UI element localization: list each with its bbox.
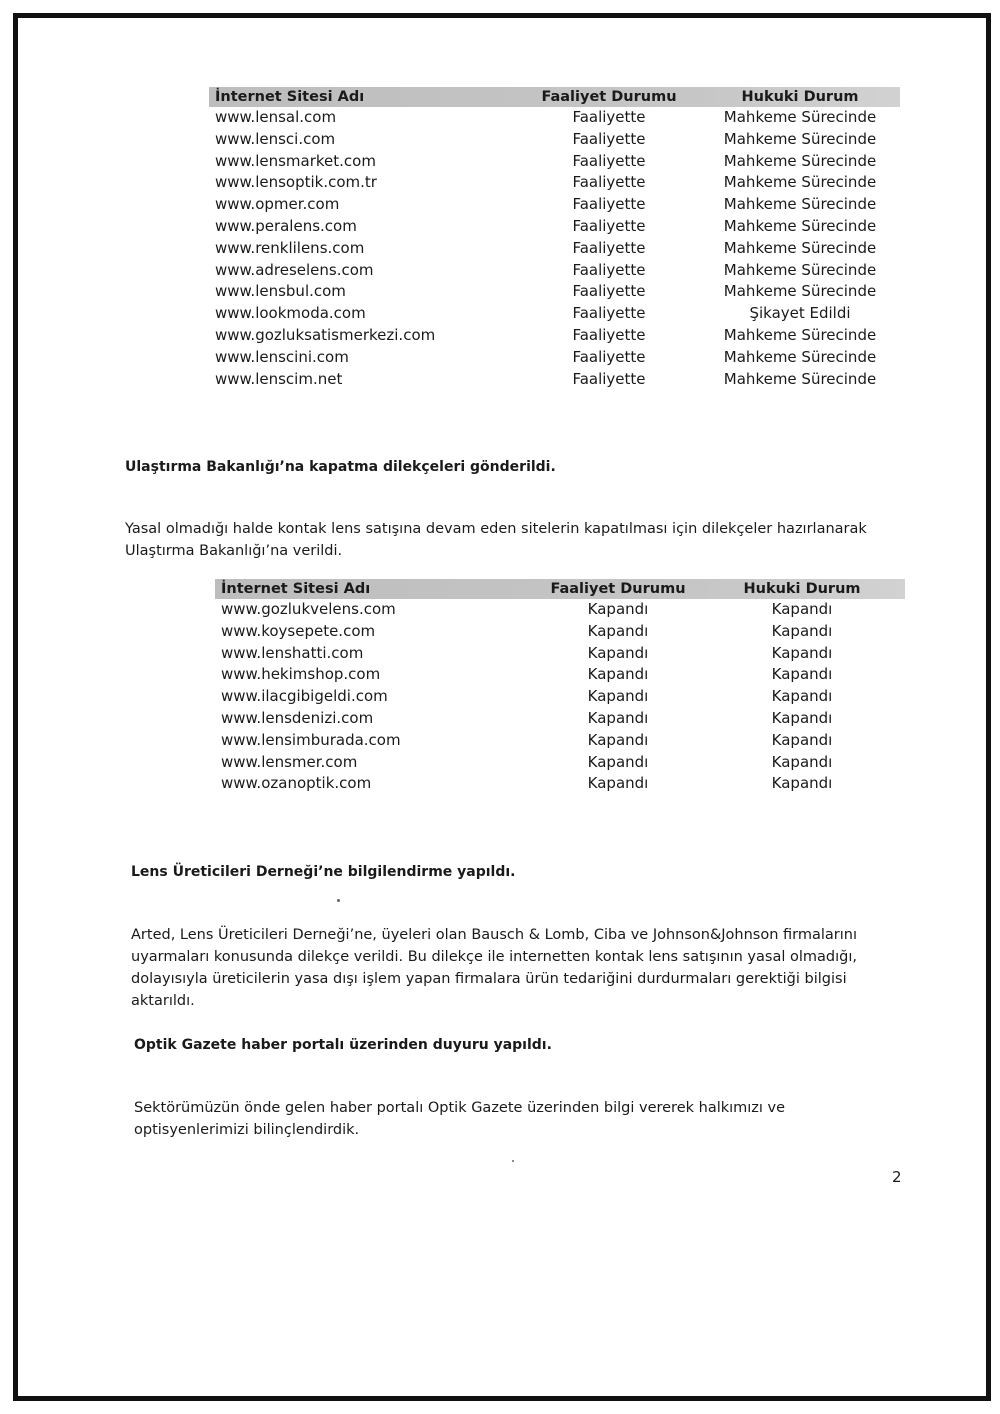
table-row xyxy=(215,686,905,708)
cell-legal-status: Kapandı xyxy=(771,600,833,618)
table-row xyxy=(209,194,900,216)
table-row xyxy=(209,325,900,347)
header-activity-status: Faaliyet Durumu xyxy=(541,89,677,105)
cell-activity-status: Faaliyette xyxy=(572,325,646,344)
cell-activity-status: Kapandı xyxy=(587,730,649,749)
cell-site-name[interactable]: www.gozluksatismerkezi.com xyxy=(215,325,436,344)
cell-legal-status: Mahkeme Sürecinde xyxy=(723,195,877,214)
cell-site-name[interactable]: www.lensoptik.com.tr xyxy=(215,173,377,192)
table-header xyxy=(209,87,900,107)
table-row xyxy=(209,347,900,369)
table-row xyxy=(209,107,900,129)
website-table-lawsuits xyxy=(209,87,900,390)
header-site-name: İnternet Sitesi Adı xyxy=(221,581,371,597)
cell-activity-status: Kapandı xyxy=(587,643,649,662)
cell-activity-status: Faaliyette xyxy=(572,216,646,235)
cell-legal-status: Mahkeme Sürecinde xyxy=(723,238,877,257)
cell-legal-status: Mahkeme Sürecinde xyxy=(723,325,877,344)
cell-site-name[interactable]: www.lenscini.com xyxy=(215,347,349,366)
cell-legal-status: Mahkeme Sürecinde xyxy=(723,108,877,126)
cell-legal-status: Kapandı xyxy=(771,708,833,727)
table-row xyxy=(209,238,900,260)
cell-activity-status: Kapandı xyxy=(587,708,649,727)
cell-activity-status: Faaliyette xyxy=(572,129,646,148)
cell-legal-status: Kapandı xyxy=(771,774,833,793)
cell-activity-status: Kapandı xyxy=(587,600,649,618)
cell-legal-status: Mahkeme Sürecinde xyxy=(723,129,877,148)
scan-speck xyxy=(337,899,340,902)
cell-activity-status: Faaliyette xyxy=(572,347,646,366)
cell-site-name[interactable]: www.lensimburada.com xyxy=(221,730,401,749)
table-row xyxy=(215,752,905,774)
table-row xyxy=(209,216,900,238)
cell-activity-status: Faaliyette xyxy=(572,151,646,170)
table-row xyxy=(209,260,900,282)
cell-legal-status: Mahkeme Sürecinde xyxy=(723,260,877,279)
scan-speck xyxy=(512,1160,514,1162)
cell-activity-status: Kapandı xyxy=(587,687,649,706)
cell-legal-status: Şikayet Edildi xyxy=(749,304,851,323)
table-header xyxy=(215,579,905,599)
cell-site-name[interactable]: www.renklilens.com xyxy=(215,238,365,257)
cell-legal-status: Kapandı xyxy=(771,730,833,749)
cell-site-name[interactable]: www.adreselens.com xyxy=(215,260,374,279)
cell-activity-status: Faaliyette xyxy=(572,282,646,301)
cell-activity-status: Faaliyette xyxy=(572,108,646,126)
cell-activity-status: Kapandı xyxy=(587,774,649,793)
cell-site-name[interactable]: www.ozanoptik.com xyxy=(221,774,372,793)
cell-site-name[interactable]: www.peralens.com xyxy=(215,216,357,235)
cell-site-name[interactable]: www.lensdenizi.com xyxy=(221,708,374,727)
cell-legal-status: Mahkeme Sürecinde xyxy=(723,347,877,366)
table-row xyxy=(215,621,905,643)
cell-site-name[interactable]: www.lenscim.net xyxy=(215,369,343,388)
table-row xyxy=(215,708,905,730)
section-heading-gazete: Optik Gazete haber portalı üzerinden duyuru yapıldı. xyxy=(134,1037,552,1053)
table-row xyxy=(215,643,905,665)
header-activity-status: Faaliyet Durumu xyxy=(550,581,686,597)
cell-legal-status: Kapandı xyxy=(771,643,833,662)
header-site-name: İnternet Sitesi Adı xyxy=(215,89,365,105)
cell-site-name[interactable]: www.lensci.com xyxy=(215,129,336,148)
cell-activity-status: Faaliyette xyxy=(572,173,646,192)
cell-legal-status: Mahkeme Sürecinde xyxy=(723,173,877,192)
cell-legal-status: Mahkeme Sürecinde xyxy=(723,282,877,301)
cell-site-name[interactable]: www.lensmer.com xyxy=(221,752,358,771)
cell-site-name[interactable]: www.opmer.com xyxy=(215,195,340,214)
table-row xyxy=(209,129,900,151)
cell-site-name[interactable]: www.lensbul.com xyxy=(215,282,346,301)
cell-site-name[interactable]: www.koysepete.com xyxy=(221,621,376,640)
cell-legal-status: Kapandı xyxy=(771,621,833,640)
table-row xyxy=(209,303,900,325)
cell-site-name[interactable]: www.lensal.com xyxy=(215,108,337,126)
cell-legal-status: Kapandı xyxy=(771,687,833,706)
cell-site-name[interactable]: www.gozlukvelens.com xyxy=(221,600,396,618)
cell-legal-status: Mahkeme Sürecinde xyxy=(723,216,877,235)
cell-legal-status: Mahkeme Sürecinde xyxy=(723,151,877,170)
cell-site-name[interactable]: www.hekimshop.com xyxy=(221,665,381,684)
section-text-ulastirma: Yasal olmadığı halde kontak lens satışına devam eden sitelerin kapatılması için dilekçeler hazırlanarak Ulaştırma Bakanlığı’na verildi. xyxy=(125,521,867,559)
cell-legal-status: Kapandı xyxy=(771,665,833,684)
cell-activity-status: Faaliyette xyxy=(572,195,646,214)
table-row xyxy=(215,664,905,686)
cell-site-name[interactable]: www.lookmoda.com xyxy=(215,304,366,323)
section-text-gazete: Sektörümüzün önde gelen haber portalı Optik Gazete üzerinden bilgi vererek halkımızı ve optisyenlerimizi bilinçlendirdik. xyxy=(134,1100,786,1138)
section-text-dernek: Arted, Lens Üreticileri Derneği’ne, üyeleri olan Bausch & Lomb, Ciba ve Johnson&Johnson firmalarını uyarmaları konusunda dilekçe verildi. Bu dilekçe ile internetten kontak lens satışının yasal olmadığı, dolayısıyla üreticilerin yasa dışı işlem yapan firmalara ürün tedariğini durdurmaları gerektiği bilgisi aktarıldı. xyxy=(131,927,857,1009)
cell-site-name[interactable]: www.ilacgibigeldi.com xyxy=(221,687,388,706)
cell-activity-status: Faaliyette xyxy=(572,369,646,388)
table-row xyxy=(215,599,905,621)
table-body xyxy=(215,599,905,795)
page-number: 2 xyxy=(892,1168,902,1186)
cell-legal-status: Kapandı xyxy=(771,752,833,771)
cell-activity-status: Kapandı xyxy=(587,752,649,771)
table-row xyxy=(209,172,900,194)
table-row xyxy=(215,730,905,752)
table-body xyxy=(209,107,900,390)
table-row xyxy=(209,151,900,173)
website-table-closed xyxy=(215,579,905,795)
cell-activity-status: Faaliyette xyxy=(572,238,646,257)
cell-site-name[interactable]: www.lensmarket.com xyxy=(215,151,376,170)
header-legal-status: Hukuki Durum xyxy=(743,581,861,597)
section-heading-ulastirma: Ulaştırma Bakanlığı’na kapatma dilekçeleri gönderildi. xyxy=(125,459,556,475)
table-row xyxy=(209,369,900,391)
table-row xyxy=(215,773,905,795)
table-row xyxy=(209,281,900,303)
cell-activity-status: Faaliyette xyxy=(572,260,646,279)
cell-activity-status: Faaliyette xyxy=(572,304,646,323)
header-legal-status: Hukuki Durum xyxy=(741,89,859,105)
cell-legal-status: Mahkeme Sürecinde xyxy=(723,369,877,388)
cell-activity-status: Kapandı xyxy=(587,665,649,684)
cell-activity-status: Kapandı xyxy=(587,621,649,640)
section-heading-dernek: Lens Üreticileri Derneği’ne bilgilendirme yapıldı. xyxy=(131,864,516,880)
cell-site-name[interactable]: www.lenshatti.com xyxy=(221,643,364,662)
